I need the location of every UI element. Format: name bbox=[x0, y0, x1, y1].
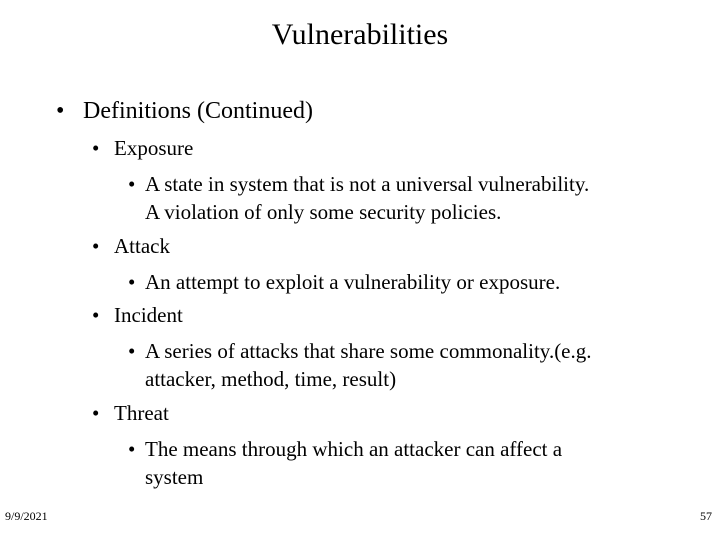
bullet-level1-icon: • bbox=[56, 98, 65, 124]
bullet-level3-icon: • bbox=[128, 270, 136, 294]
term-exposure: Exposure bbox=[114, 136, 194, 160]
term-attack: Attack bbox=[114, 234, 170, 258]
bullet-level3-icon: • bbox=[128, 339, 136, 363]
definitions-heading: Definitions (Continued) bbox=[83, 98, 313, 124]
threat-definition-line-2: system bbox=[145, 465, 204, 489]
exposure-definition-line-1: A state in system that is not a universal vulnerability. bbox=[145, 172, 590, 196]
incident-definition-line-2: attacker, method, time, result) bbox=[145, 367, 397, 391]
bullet-level3-icon: • bbox=[128, 437, 136, 461]
term-incident: Incident bbox=[114, 303, 183, 327]
bullet-level2-icon: • bbox=[92, 136, 100, 160]
bullet-level2-icon: • bbox=[92, 401, 100, 425]
bullet-level2-icon: • bbox=[92, 234, 100, 258]
term-threat: Threat bbox=[114, 401, 169, 425]
slide-title: Vulnerabilities bbox=[271, 18, 449, 51]
attack-definition-line-1: An attempt to exploit a vulnerability or exposure. bbox=[145, 270, 561, 294]
bullet-level3-icon: • bbox=[128, 172, 136, 196]
exposure-definition-line-2: A violation of only some security policies. bbox=[145, 200, 502, 224]
footer-date: 9/9/2021 bbox=[5, 509, 48, 523]
threat-definition-line-1: The means through which an attacker can affect a bbox=[145, 437, 563, 461]
bullet-level2-icon: • bbox=[92, 303, 100, 327]
page-number: 57 bbox=[700, 509, 712, 523]
incident-definition-line-1: A series of attacks that share some commonality.(e.g. bbox=[145, 339, 592, 363]
